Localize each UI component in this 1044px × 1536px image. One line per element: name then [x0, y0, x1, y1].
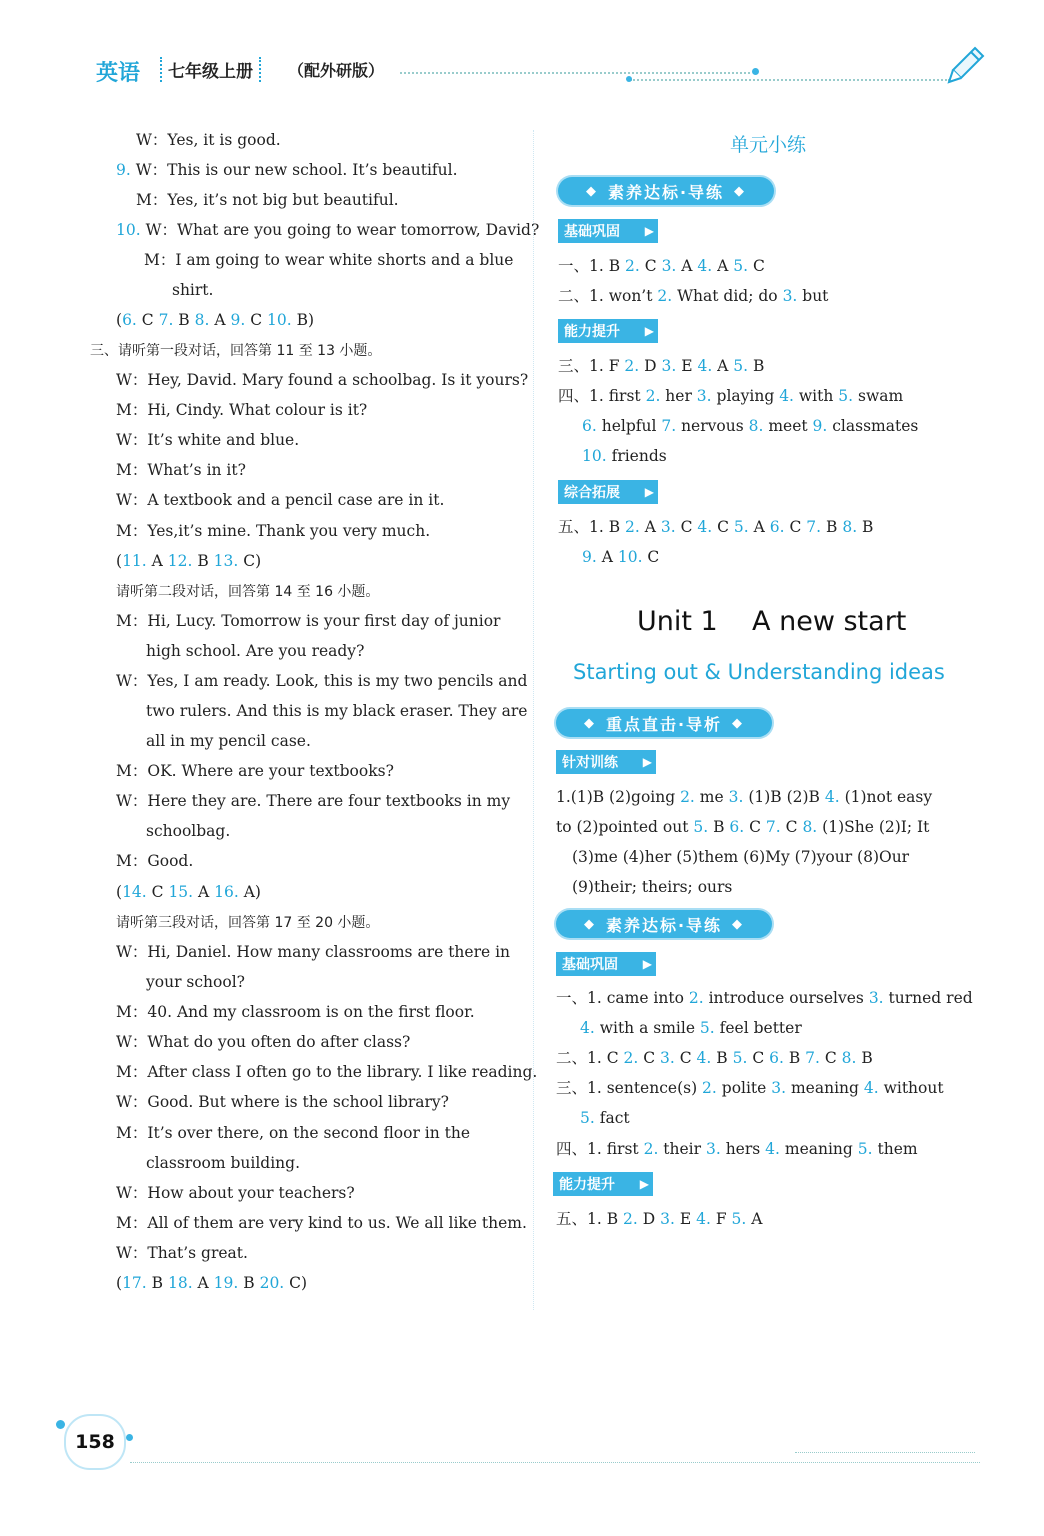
- question-number: 4.: [697, 357, 718, 375]
- text-line: [572, 847, 909, 867]
- text-line: [116, 1213, 527, 1233]
- question-number: 9.: [116, 161, 136, 179]
- text-line: [116, 490, 444, 510]
- line-text: B: [716, 1049, 733, 1067]
- text-line: [116, 460, 246, 480]
- question-number: 6.: [769, 518, 790, 536]
- question-number: 6.: [769, 1049, 789, 1067]
- question-number: 7.: [805, 1049, 825, 1067]
- question-number: 2.: [680, 788, 700, 806]
- subsection-tag-label: 能力提升: [559, 1177, 615, 1193]
- line-text: M：Good.: [116, 852, 194, 870]
- subsection-tag: [556, 952, 656, 976]
- line-text: (: [116, 1274, 123, 1292]
- unit-practice-title: 单元小练: [730, 134, 807, 156]
- question-number: 3.: [660, 518, 681, 536]
- line-text: B: [713, 818, 730, 836]
- section-banner: ◆ 素养达标·导练 ◆: [558, 177, 774, 205]
- header-edition: （配外研版）: [288, 61, 385, 80]
- question-number: 10.: [266, 311, 297, 329]
- question-number: 8.: [194, 311, 215, 329]
- line-text: introduce ourselves: [708, 989, 869, 1007]
- question-number: 3.: [661, 357, 682, 375]
- line-text: helpful: [601, 417, 662, 435]
- line-text: (1)not easy: [844, 788, 933, 806]
- text-line: [556, 988, 973, 1008]
- text-line: [558, 356, 764, 376]
- text-line: [116, 1273, 307, 1293]
- line-text: M：It’s over there, on the second floor in the: [116, 1124, 471, 1142]
- question-number: 19.: [213, 1274, 244, 1292]
- line-text: without: [883, 1079, 944, 1097]
- line-text: F: [715, 1210, 732, 1228]
- line-text: nervous: [681, 417, 749, 435]
- line-text: M：After class I often go to the library. I like reading.: [116, 1063, 538, 1081]
- line-text: B: [788, 1049, 806, 1067]
- line-text: A: [717, 357, 734, 375]
- question-number: 10.: [582, 447, 612, 465]
- question-number: 6.: [729, 818, 750, 836]
- line-text: B: [178, 311, 195, 329]
- question-number: 5.: [580, 1109, 600, 1127]
- text-line: [116, 400, 367, 420]
- line-text: C: [643, 1049, 661, 1067]
- text-line: [144, 250, 513, 270]
- text-line: [116, 160, 458, 180]
- question-number: 8.: [802, 818, 823, 836]
- line-text: hers: [725, 1140, 766, 1158]
- line-text: B: [243, 1274, 260, 1292]
- question-number: 2.: [625, 257, 645, 275]
- text-line: [116, 310, 314, 330]
- text-line: [558, 386, 903, 406]
- question-number: 6.: [122, 311, 142, 329]
- question-number: 3.: [782, 287, 803, 305]
- question-number: 8.: [842, 518, 863, 536]
- line-text: A: [644, 518, 661, 536]
- question-number: 9.: [230, 311, 251, 329]
- line-text: M：40. And my classroom is on the first floor.: [116, 1003, 475, 1021]
- header-dotted-line-lower: [630, 79, 950, 81]
- text-line: [146, 821, 230, 841]
- line-text: with a smile: [599, 1019, 700, 1037]
- question-number: 3.: [661, 257, 682, 275]
- text-line: [116, 671, 527, 691]
- text-line: [136, 130, 281, 150]
- line-text: B: [862, 518, 874, 536]
- line-text: A: [717, 257, 734, 275]
- line-text: C: [789, 518, 807, 536]
- text-line: [556, 787, 932, 807]
- line-text: C: [717, 518, 734, 536]
- line-text: B: [151, 1274, 168, 1292]
- line-text: 1.(1)B (2)going: [556, 788, 681, 806]
- subsection-tag-label: 能力提升: [564, 324, 620, 340]
- line-text: M：Hi, Cindy. What colour is it?: [116, 401, 368, 419]
- line-text: What did; do: [677, 287, 783, 305]
- line-text: A: [753, 518, 770, 536]
- question-number: 2.: [623, 1210, 643, 1228]
- text-line: [116, 430, 299, 450]
- line-text: C: [647, 548, 660, 566]
- text-line: [116, 761, 394, 781]
- footer-dotted-line: [130, 1462, 980, 1463]
- line-text: high school. Are you ready?: [146, 642, 365, 660]
- question-number: 7.: [661, 417, 682, 435]
- text-line: [172, 280, 213, 300]
- text-line: [146, 701, 527, 721]
- text-line: [116, 521, 430, 541]
- text-line: [582, 416, 918, 436]
- line-text: (9)their; theirs; ours: [572, 878, 733, 896]
- question-number: 3.: [728, 788, 749, 806]
- line-text: A: [751, 1210, 763, 1228]
- line-text: B: [753, 357, 765, 375]
- text-line: [116, 851, 193, 871]
- line-text: D: [642, 1210, 661, 1228]
- footer-dot-icon: [56, 1420, 65, 1429]
- question-number: 4.: [697, 257, 718, 275]
- question-number: 3.: [660, 1049, 680, 1067]
- line-text: D: [644, 357, 662, 375]
- question-number: 3.: [660, 1210, 680, 1228]
- line-text: (1)B (2)B: [748, 788, 825, 806]
- question-number: 4.: [779, 387, 799, 405]
- line-text: friends: [611, 447, 667, 465]
- section-banner: ◆ 素养达标·导练 ◆: [556, 910, 772, 938]
- text-line: [146, 731, 311, 751]
- text-line: [116, 1062, 537, 1082]
- question-number: 18.: [167, 1274, 198, 1292]
- line-text: (: [116, 883, 123, 901]
- subsection-tag: [556, 750, 656, 774]
- line-text: C: [250, 311, 267, 329]
- question-number: 5.: [733, 257, 753, 275]
- question-number: 14.: [122, 883, 152, 901]
- line-text: B): [296, 311, 314, 329]
- question-number: 5.: [733, 357, 754, 375]
- line-text: C: [824, 1049, 842, 1067]
- line-text: C: [680, 518, 698, 536]
- question-number: 5.: [732, 1049, 753, 1067]
- line-text: A: [601, 548, 618, 566]
- question-number: 2.: [624, 357, 645, 375]
- question-number: 13.: [213, 552, 244, 570]
- text-line: [146, 972, 245, 992]
- question-number: 4.: [863, 1079, 884, 1097]
- line-text: W：Yes, it is good.: [136, 131, 281, 149]
- line-text: shirt.: [172, 281, 214, 299]
- line-text: C: [785, 818, 803, 836]
- line-text: A: [681, 257, 698, 275]
- line-text: swam: [858, 387, 904, 405]
- question-number: 5.: [838, 387, 858, 405]
- line-text: classroom building.: [146, 1154, 301, 1172]
- question-number: 2.: [623, 1049, 644, 1067]
- line-text: 一、1. came into: [556, 989, 689, 1007]
- line-text: B: [861, 1049, 873, 1067]
- line-text: W：Good. But where is the school library?: [116, 1093, 449, 1111]
- question-number: 2.: [645, 387, 666, 405]
- line-text: 一、1. B: [558, 257, 626, 275]
- line-text: A: [197, 1274, 214, 1292]
- line-text: W：Hey, David. Mary found a schoolbag. Is it yours?: [116, 371, 529, 389]
- text-line: [116, 220, 539, 240]
- line-text: schoolbag.: [146, 822, 231, 840]
- question-number: 5.: [857, 1140, 878, 1158]
- text-line: [116, 1092, 449, 1112]
- question-number: 2.: [702, 1079, 722, 1097]
- line-text: C): [243, 552, 262, 570]
- line-text: A: [198, 883, 215, 901]
- line-text: A: [214, 311, 231, 329]
- section-banner: ◆ 重点直击·导析 ◆: [556, 709, 772, 737]
- line-text: 四、1. first: [556, 1140, 644, 1158]
- line-text: meaning: [784, 1140, 858, 1158]
- question-number: 4.: [824, 788, 845, 806]
- line-text: W：: [145, 221, 178, 239]
- line-text: C): [289, 1274, 308, 1292]
- line-text: W：Yes, I am ready. Look, this is my two pencils and: [116, 672, 528, 690]
- line-text: (1)She (2)I; It: [822, 818, 930, 836]
- question-number: 2.: [657, 287, 678, 305]
- question-number: 17.: [122, 1274, 152, 1292]
- line-text: W：It’s white and blue.: [116, 431, 300, 449]
- line-text: 请听第三段对话，回答第 17 至 20 小题。: [116, 915, 380, 931]
- line-text: (: [116, 311, 123, 329]
- text-line: [558, 517, 873, 537]
- line-text: A: [151, 552, 168, 570]
- line-text: polite: [721, 1079, 772, 1097]
- question-number: 5.: [731, 1210, 752, 1228]
- unit-subtitle: Starting out & Understanding ideas: [573, 660, 945, 684]
- line-text: 五、1. B: [556, 1210, 624, 1228]
- line-text: C: [752, 257, 765, 275]
- question-number: 4.: [697, 518, 718, 536]
- line-text: E: [681, 357, 698, 375]
- text-line: [556, 817, 929, 837]
- question-number: 12.: [167, 552, 198, 570]
- question-number: 4.: [580, 1019, 600, 1037]
- subsection-tag: [553, 1172, 653, 1196]
- question-number: 10.: [116, 221, 146, 239]
- header-subject: 英语: [96, 61, 141, 86]
- subsection-tag: [558, 219, 658, 243]
- line-text: W：How about your teachers?: [116, 1184, 355, 1202]
- question-number: 7.: [158, 311, 179, 329]
- subsection-tag-label: 基础巩固: [562, 957, 618, 973]
- page-number: 158: [64, 1414, 126, 1470]
- text-line: [116, 370, 528, 390]
- text-line: [580, 1108, 630, 1128]
- question-number: 4.: [696, 1049, 717, 1067]
- column-divider: [533, 130, 534, 1310]
- text-line: [556, 1078, 944, 1098]
- header-dot-icon: [626, 76, 632, 82]
- question-number: 11.: [122, 552, 152, 570]
- question-number: 9.: [812, 417, 833, 435]
- line-text: B: [826, 518, 843, 536]
- text-line: [116, 1002, 475, 1022]
- line-text: C: [151, 883, 169, 901]
- line-text: meaning: [790, 1079, 864, 1097]
- question-number: 3.: [705, 1140, 726, 1158]
- line-text: her: [665, 387, 697, 405]
- question-number: 8.: [748, 417, 769, 435]
- line-text: E: [679, 1210, 697, 1228]
- text-line: [582, 446, 667, 466]
- subsection-tag: [558, 480, 658, 504]
- line-text: (3)me (4)her (5)them (6)My (7)your (8)Our: [572, 848, 910, 866]
- line-text: M：What’s in it?: [116, 461, 246, 479]
- line-text: W：That’s great.: [116, 1244, 248, 1262]
- line-text: This is our new school. It’s beautiful.: [167, 161, 458, 179]
- line-text: two rulers. And this is my black eraser. They are: [146, 702, 528, 720]
- text-line: [558, 286, 828, 306]
- line-text: W：What do you often do after class?: [116, 1033, 411, 1051]
- pen-icon: [945, 44, 987, 86]
- header-grade: 七年级上册: [160, 57, 261, 82]
- question-number: 3.: [868, 989, 889, 1007]
- line-text: W：A textbook and a pencil case are in it.: [116, 491, 445, 509]
- line-text: C: [679, 1049, 697, 1067]
- line-text: turned red: [888, 989, 973, 1007]
- text-line: [116, 1183, 355, 1203]
- subsection-tag-label: 基础巩固: [564, 224, 620, 240]
- text-line: [556, 1139, 918, 1159]
- text-line: [116, 1123, 470, 1143]
- text-line: [116, 551, 261, 571]
- question-number: 2.: [625, 518, 645, 536]
- text-line: [116, 1032, 410, 1052]
- question-number: 20.: [259, 1274, 290, 1292]
- line-text: classmates: [832, 417, 919, 435]
- question-number: 8.: [841, 1049, 862, 1067]
- question-number: 7.: [806, 518, 826, 536]
- text-line: [116, 581, 379, 602]
- question-number: 5.: [693, 818, 714, 836]
- text-line: [558, 256, 765, 276]
- line-text: M：Yes,it’s mine. Thank you very much.: [116, 522, 431, 540]
- question-number: 2.: [688, 989, 709, 1007]
- text-line: [90, 340, 381, 361]
- line-text: fact: [599, 1109, 630, 1127]
- question-number: 5.: [699, 1019, 720, 1037]
- line-text: them: [877, 1140, 918, 1158]
- line-text: their: [663, 1140, 706, 1158]
- line-text: What are you going to wear tomorrow, David?: [177, 221, 540, 239]
- question-number: 3.: [771, 1079, 791, 1097]
- line-text: C: [752, 1049, 770, 1067]
- line-text: C: [749, 818, 766, 836]
- line-text: 五、1. B: [558, 518, 626, 536]
- line-text: 三、1. sentence(s): [556, 1079, 703, 1097]
- line-text: 请听第二段对话，回答第 14 至 16 小题。: [116, 584, 380, 600]
- line-text: your school?: [146, 973, 245, 991]
- line-text: W：: [135, 161, 168, 179]
- line-text: feel better: [719, 1019, 802, 1037]
- header-dotted-line: [400, 72, 750, 74]
- text-line: [556, 1209, 762, 1229]
- text-line: [116, 882, 261, 902]
- question-number: 9.: [582, 548, 602, 566]
- line-text: 三、1. F: [558, 357, 625, 375]
- text-line: [556, 1048, 873, 1068]
- subsection-tag: [558, 319, 658, 343]
- unit-title: Unit 1 A new start: [637, 606, 907, 637]
- line-text: M：OK. Where are your textbooks?: [116, 762, 394, 780]
- line-text: W：Hi, Daniel. How many classrooms are there in: [116, 943, 511, 961]
- text-line: [116, 942, 510, 962]
- question-number: 6.: [582, 417, 602, 435]
- line-text: but: [802, 287, 829, 305]
- question-number: 15.: [168, 883, 199, 901]
- question-number: 7.: [765, 818, 786, 836]
- question-number: 3.: [696, 387, 717, 405]
- line-text: 三、请听第一段对话，回答第 11 至 13 小题。: [90, 343, 382, 359]
- line-text: 二、1. won’t: [558, 287, 658, 305]
- line-text: (: [116, 552, 123, 570]
- text-line: [146, 1153, 300, 1173]
- line-text: C: [141, 311, 159, 329]
- line-text: to (2)pointed out: [556, 818, 694, 836]
- question-number: 4.: [696, 1210, 716, 1228]
- line-text: 四、1. first: [558, 387, 646, 405]
- subsection-tag-label: 综合拓展: [564, 485, 620, 501]
- line-text: M：All of them are very kind to us. We all like them.: [116, 1214, 527, 1232]
- text-line: [116, 912, 379, 933]
- header-dot-icon: [752, 68, 759, 75]
- line-text: all in my pencil case.: [146, 732, 311, 750]
- line-text: W：Here they are. There are four textbooks in my: [116, 792, 511, 810]
- text-line: [580, 1018, 802, 1038]
- line-text: playing: [716, 387, 780, 405]
- question-number: 2.: [643, 1140, 664, 1158]
- question-number: 4.: [765, 1140, 785, 1158]
- text-line: [582, 547, 659, 567]
- text-line: [116, 611, 500, 631]
- line-text: M：Hi, Lucy. Tomorrow is your first day of junior: [116, 612, 501, 630]
- line-text: A): [243, 883, 261, 901]
- line-text: with: [798, 387, 839, 405]
- line-text: M：Yes, it’s not big but beautiful.: [136, 191, 399, 209]
- line-text: C: [644, 257, 662, 275]
- question-number: 16.: [214, 883, 244, 901]
- text-line: [116, 791, 510, 811]
- text-line: [136, 190, 399, 210]
- line-text: B: [197, 552, 214, 570]
- text-line: [116, 1243, 248, 1263]
- footer-dotted-line-upper: [795, 1452, 975, 1453]
- text-line: [146, 641, 364, 661]
- subsection-tag-label: 针对训练: [562, 755, 618, 771]
- question-number: 5.: [733, 518, 754, 536]
- line-text: me: [699, 788, 729, 806]
- text-line: [572, 877, 732, 897]
- footer-dot-icon: [126, 1434, 133, 1441]
- line-text: M：I am going to wear white shorts and a blue: [144, 251, 514, 269]
- question-number: 10.: [617, 548, 648, 566]
- line-text: meet: [768, 417, 813, 435]
- line-text: 二、1. C: [556, 1049, 624, 1067]
